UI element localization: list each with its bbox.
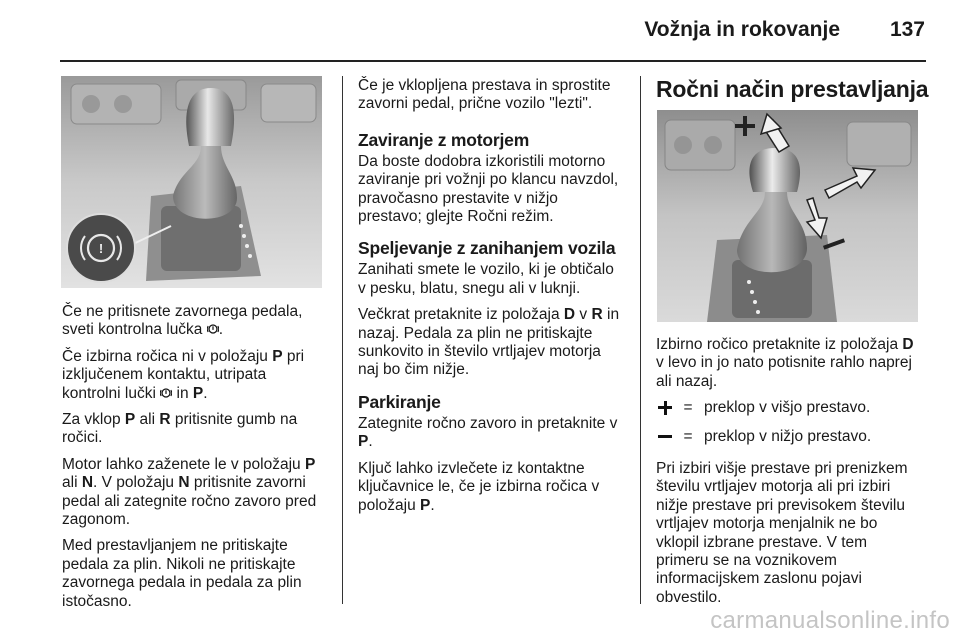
- watermark: carmanualsonline.info: [710, 607, 950, 634]
- paragraph-shift-rejection: Pri izbiri višje prestave pri prenizkem številu vrtljajev motorja ali pri izbiri nižje prestave pri previsokem številu vrtljajev motorja menjalnik ne bo vklopil izbrane prestave. V tem primeru se na voznikovem informacijskem zaslonu pojavi obvestilo.: [656, 460, 908, 606]
- column-divider-right: [640, 76, 641, 604]
- column-left: [62, 303, 328, 619]
- header-title: Vožnja in rokovanje: [644, 18, 840, 41]
- minus-icon: [656, 428, 678, 446]
- legend-downshift-text: preklop v nižjo prestavo.: [704, 427, 872, 445]
- paragraph-start-engine: Motor lahko zaženete le v položaju P ali N. V položaju N pritisnite zavorni pedal ali zategnite ročno zavoro pred zagonom.: [62, 455, 317, 529]
- gear-lever-illustration: [61, 76, 322, 288]
- paragraph-brake-indicator: Če ne pritisnete zavornega pedala, sveti kontrolna lučka .: [62, 303, 303, 339]
- brake-pedal-indicator-icon: [160, 387, 172, 399]
- manual-shift-illustration: [657, 110, 918, 322]
- heading-rocking-vehicle: Speljevanje z zanihanjem vozila: [358, 238, 616, 259]
- plus-icon: [656, 399, 678, 417]
- column-divider-left: [342, 76, 343, 604]
- paragraph-engage-p-r: Za vklop P ali R pritisnite gumb na ročici.: [62, 411, 298, 447]
- legend-equals: =: [683, 399, 693, 417]
- column-right: [656, 336, 922, 615]
- legend-equals: =: [683, 427, 693, 445]
- paragraph-creep: Če je vklopljena prestava in sprostite zavorni pedal, prične vozilo "lezti".: [358, 77, 611, 113]
- svg-text:!: !: [98, 241, 104, 256]
- heading-engine-braking: Zaviranje z motorjem: [358, 129, 530, 150]
- paragraph-shifting-warning: Med prestavljanjem ne pritiskajte pedala za plin. Nikoli ne pritiskajte zavornega pedala in pedala za plin istočasno.: [62, 537, 302, 610]
- paragraph-lever-position: Če izbirna ročica ni v položaju P pri izključenem kontaktu, utripata kontrolni lučki in P.: [62, 347, 305, 402]
- paragraph-parking-2: Ključ lahko izvlečete iz kontaktne ključavnice le, če je izbirna ročica v položaju P.: [358, 459, 600, 514]
- heading-parking: Parkiranje: [358, 391, 441, 412]
- paragraph-parking-1: Zategnite ročno zavoro in pretaknite v P.: [358, 414, 618, 451]
- paragraph-rocking-2: Večkrat pretaknite iz položaja D v R in nazaj. Pedala za plin ne pritiskajte sunkovito in število vrtljajev motorja naj bo čim nižje.: [358, 306, 620, 379]
- legend-upshift: [656, 399, 922, 417]
- legend-upshift-text: preklop v višjo prestavo.: [704, 399, 871, 417]
- section-title-manual-mode: Ročni način prestavljanja: [656, 76, 929, 102]
- header-rule: [60, 60, 926, 62]
- legend-downshift: [656, 428, 922, 446]
- page-number: 137: [889, 18, 925, 41]
- column-middle: [358, 77, 624, 523]
- paragraph-engine-braking: Da boste dodobra izkoristili motorno zaviranje pri vožnji po klancu navzdol, pravočasno prestavite v nižjo prestavo; glejte Ročni režim.: [358, 152, 619, 226]
- manual-shift-photo: [657, 110, 918, 322]
- paragraph-rocking-1: Zanihati smete le vozilo, ki je obtičalo v pesku, blatu, snegu ali v luknji.: [358, 261, 614, 297]
- brake-pedal-indicator-icon: [207, 323, 219, 335]
- paragraph-manual-mode: Izbirno ročico pretaknite iz položaja D v levo in jo nato potisnite rahlo naprej ali nazaj.: [656, 336, 914, 390]
- gear-lever-photo: [61, 76, 322, 288]
